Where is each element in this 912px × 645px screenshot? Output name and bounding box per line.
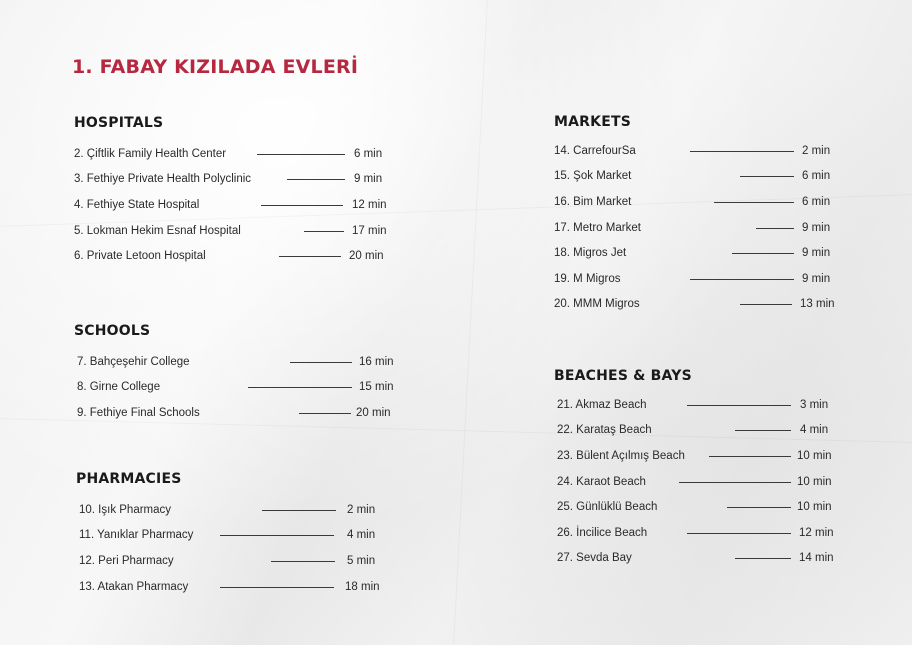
list-item [77,375,407,401]
item-name: 15. Şok Market [554,170,632,183]
item-name: 9. Fethiye Final Schools [77,406,200,419]
item-time: 6 min [354,147,383,160]
item-name: 4. Fethiye State Hospital [74,198,200,211]
item-time: 4 min [347,529,376,542]
leader-line [735,558,791,559]
markets-heading: MARKETS [554,114,631,130]
item-time: 2 min [347,503,376,516]
list-item [557,494,857,520]
item-time: 10 min [797,449,832,462]
beaches-list [557,392,857,571]
markets-list [554,138,854,317]
beaches-section [554,368,854,571]
item-name: 11. Yanıklar Pharmacy [79,529,194,542]
markets-section [554,114,854,317]
leader-line [740,176,794,177]
item-name: 18. Migros Jet [554,247,627,260]
list-item [557,546,857,572]
item-time: 15 min [359,381,394,394]
list-item [74,192,404,218]
item-name: 17. Metro Market [554,221,641,234]
list-item [557,443,857,469]
leader-line [690,151,794,152]
item-name: 5. Lokman Hekim Esnaf Hospital [74,224,241,237]
list-item [554,266,854,292]
item-time: 12 min [352,198,387,211]
item-time: 6 min [802,170,831,183]
item-time: 5 min [347,554,376,567]
list-item [554,292,854,318]
list-item [557,469,857,495]
list-item [554,215,854,241]
hospitals-list [74,141,404,269]
list-item [77,349,407,375]
leader-line [679,482,791,483]
leader-line [687,533,791,534]
list-item [79,523,409,549]
item-time: 10 min [797,501,832,514]
item-time: 12 min [799,526,834,539]
leader-line [727,507,791,508]
leader-line [714,202,794,203]
pharmacies-heading: PHARMACIES [76,471,182,487]
hospitals-heading: HOSPITALS [74,115,164,131]
leader-line [279,256,341,257]
item-time: 10 min [797,475,832,488]
item-time: 13 min [800,298,835,311]
item-name: 22. Karataş Beach [557,424,652,437]
leader-line [732,253,794,254]
list-item [79,497,409,523]
item-time: 9 min [354,173,383,186]
list-item [554,189,854,215]
schools-list [77,349,407,426]
leader-line [220,587,334,588]
leader-line [740,304,792,305]
leader-line [709,456,791,457]
leader-line [304,231,344,232]
leader-line [287,179,345,180]
item-name: 19. M Migros [554,272,621,285]
leader-line [299,413,351,414]
list-item [554,138,854,164]
item-name: 13. Atakan Pharmacy [79,580,189,593]
item-name: 26. İncilice Beach [557,526,648,539]
leader-line [262,510,336,511]
item-time: 20 min [349,250,384,263]
item-name: 12. Peri Pharmacy [79,554,174,567]
page-title: 1. FABAY KIZILADA EVLERİ [72,56,359,78]
item-name: 6. Private Letoon Hospital [74,250,206,263]
list-item [74,141,404,167]
schools-heading: SCHOOLS [74,323,151,339]
item-time: 9 min [802,247,831,260]
schools-section [74,323,404,426]
item-name: 8. Girne College [77,381,161,394]
pharmacies-list [79,497,409,599]
list-item [74,167,404,193]
leader-line [261,205,343,206]
item-name: 2. Çiftlik Family Health Center [74,147,227,160]
leader-line [735,430,791,431]
item-name: 7. Bahçeşehir College [77,355,190,368]
item-name: 27. Sevda Bay [557,552,632,565]
leader-line [220,535,334,536]
item-time: 4 min [800,424,829,437]
list-item [554,240,854,266]
item-name: 3. Fethiye Private Health Polyclinic [74,173,252,186]
leader-line [687,405,791,406]
list-item [74,243,404,269]
list-item [557,418,857,444]
list-item [77,400,407,426]
leader-line [290,362,352,363]
list-item [74,218,404,244]
item-time: 16 min [359,355,394,368]
beaches-heading: BEACHES & BAYS [554,368,692,384]
list-item [557,392,857,418]
item-name: 21. Akmaz Beach [557,398,647,411]
item-name: 14. CarrefourSa [554,144,636,157]
leader-line [690,279,794,280]
item-time: 14 min [799,552,834,565]
item-time: 18 min [345,580,380,593]
item-time: 6 min [802,195,831,208]
leader-line [257,154,345,155]
item-time: 9 min [802,272,831,285]
item-name: 23. Bülent Açılmış Beach [557,449,685,462]
item-name: 25. Günlüklü Beach [557,501,658,514]
item-time: 2 min [802,144,831,157]
item-name: 10. Işık Pharmacy [79,503,172,516]
item-time: 20 min [356,406,391,419]
hospitals-section [74,115,404,269]
item-time: 3 min [800,398,829,411]
item-time: 9 min [802,221,831,234]
paper-crease [453,0,488,644]
item-time: 17 min [352,224,387,237]
leader-line [756,228,794,229]
leader-line [248,387,352,388]
item-name: 16. Bim Market [554,195,632,208]
pharmacies-section [76,471,406,599]
item-name: 20. MMM Migros [554,298,640,311]
item-name: 24. Karaot Beach [557,475,646,488]
list-item [79,574,409,600]
list-item [79,548,409,574]
leader-line [271,561,335,562]
list-item [557,520,857,546]
list-item [554,164,854,190]
